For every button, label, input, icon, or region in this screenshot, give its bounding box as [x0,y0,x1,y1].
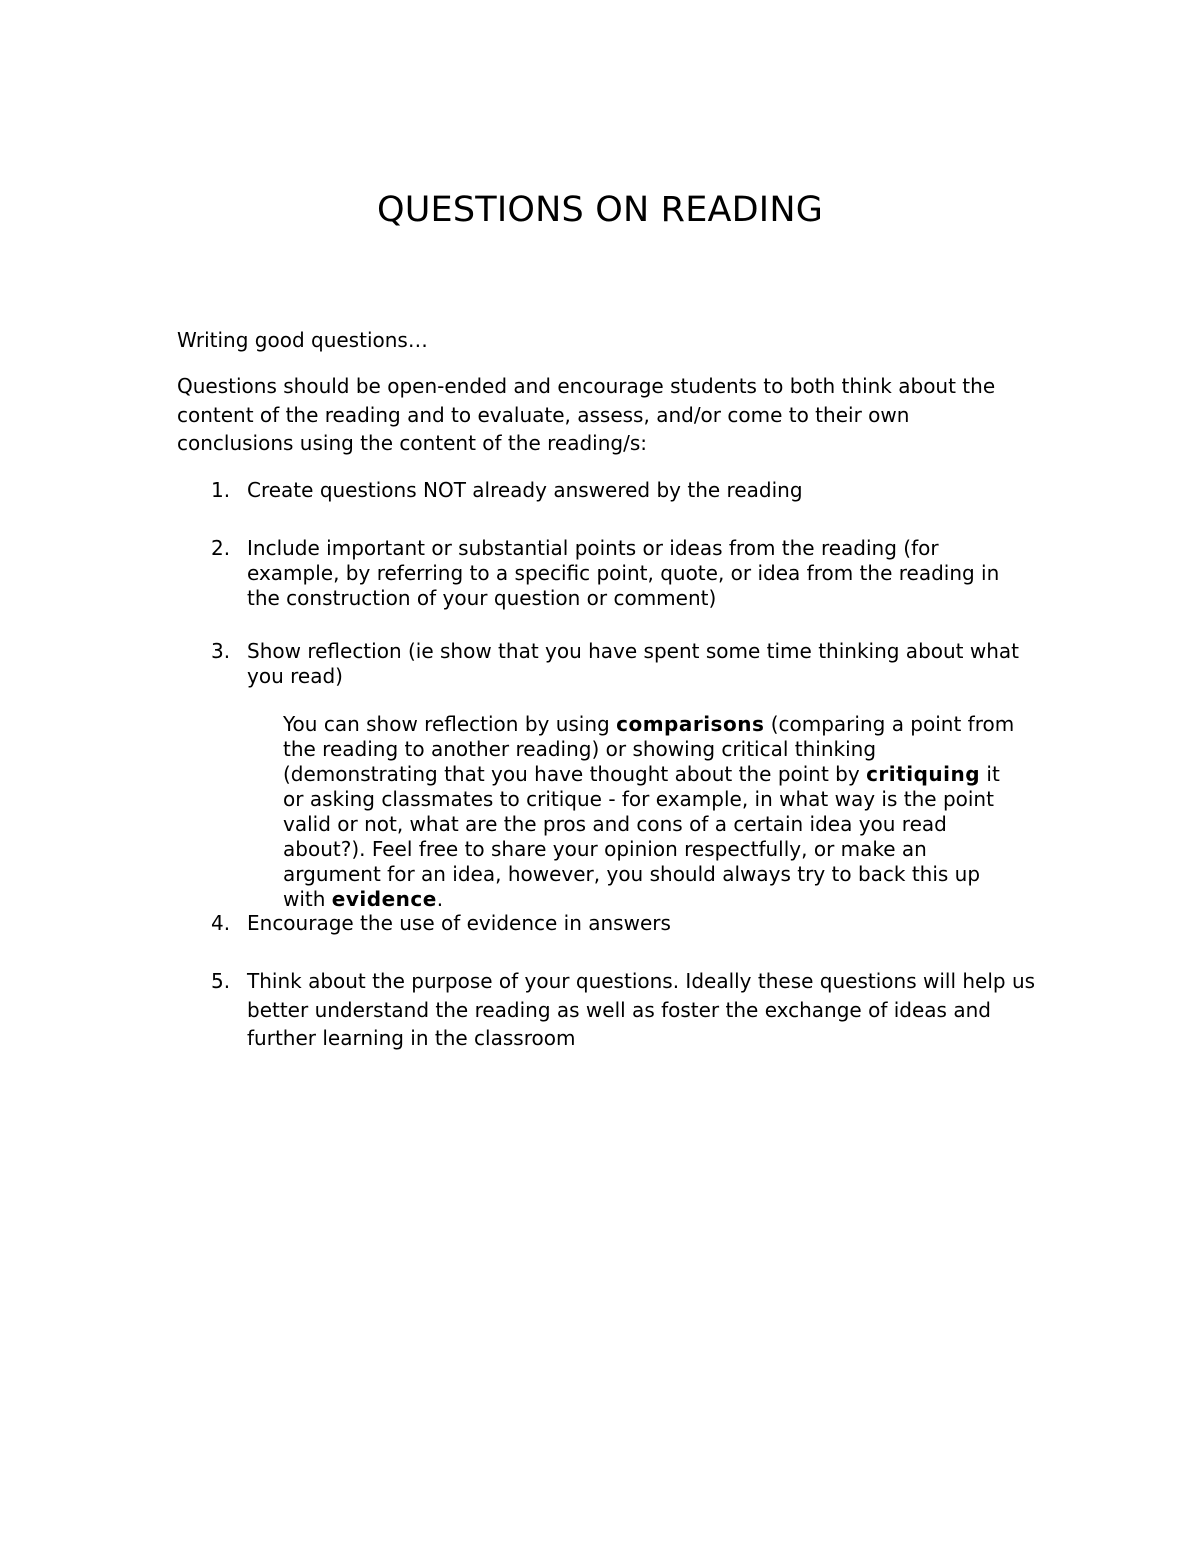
reflection-text: You can show reflection by using [283,712,617,736]
emphasis-evidence: evidence [331,887,437,911]
list-item-text: Encourage the use of evidence in answers [247,911,671,935]
emphasis-comparisons: comparisons [616,712,765,736]
reflection-text: (comparing a point from the reading to another reading) or showing critical thinking (demonstrating that you have thought about the point by [283,712,1015,786]
reflection-text: . [436,887,444,911]
subheading: Writing good questions… [177,328,428,352]
list-item-number: 4. [211,911,231,935]
intro-paragraph: Questions should be open-ended and encourage students to both think about the content of the reading and to evaluate, assess, and/or come to their own conclusions using the content of the reading/s: [177,374,996,455]
list-item-text: Show reflection (ie show that you have spent some time thinking about what you read) [247,639,1020,688]
reflection-paragraph [283,712,1023,912]
list-item-number: 1. [211,478,231,502]
list-item-text: Think about the purpose of your questions. Ideally these questions will help us better understand the reading as well as foster the exchange of ideas and further learning in the classroom [247,969,1036,1050]
list-item-number: 3. [211,639,231,663]
reflection-text: it or asking classmates to critique - for example, in what way is the point valid or not, what are the pros and cons of a certain idea you read about?). Feel free to share your opinion respectfully, or make an argument for an idea, however, you should always try to back this up with [283,762,1000,911]
list-item-number: 2. [211,536,231,560]
emphasis-critiquing: critiquing [866,762,981,786]
list-item-number: 5. [211,969,231,993]
list-item-text: Include important or substantial points or ideas from the reading (for example, by referring to a specific point, quote, or idea from the reading in the construction of your question or comment) [247,536,1000,610]
page-title: QUESTIONS ON READING [376,190,824,230]
list-item-text: Create questions NOT already answered by the reading [247,478,803,502]
